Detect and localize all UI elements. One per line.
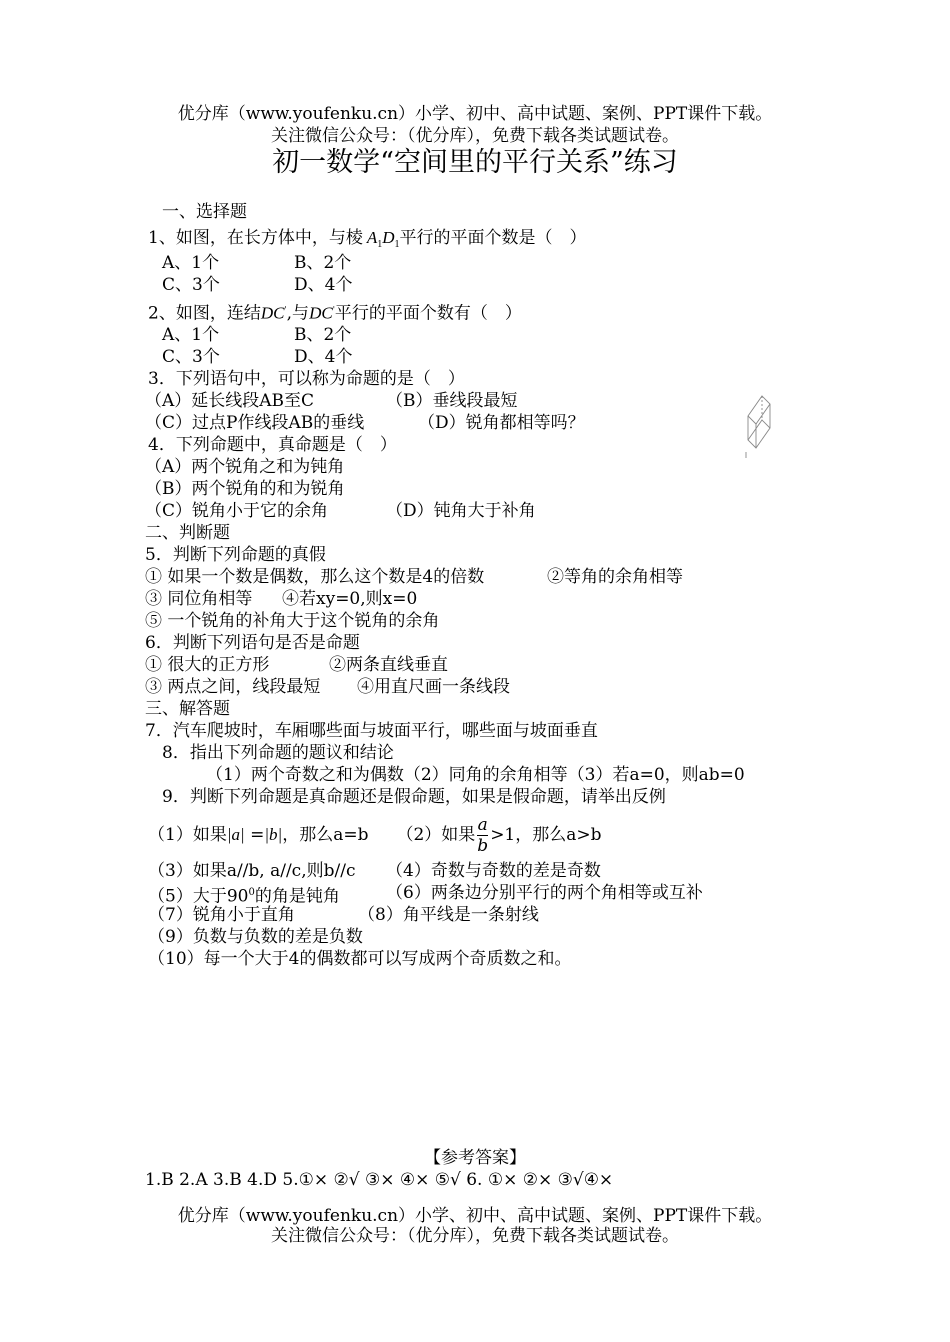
- q9-item-3: （3）如果a//b, a//c,则b//c: [148, 861, 356, 881]
- header-line-1: 优分库（www.youfenku.cn）小学、初中、高中试题、案例、PPT课件下载。: [177, 104, 773, 124]
- q4-option-d: （D）钝角大于补角: [386, 501, 536, 521]
- question-9: 9．判断下列命题是真命题还是假命题，如果是假命题，请举出反例: [162, 787, 666, 807]
- question-7: 7．汽车爬坡时，车厢哪些面与坡面平行，哪些面与坡面垂直: [145, 721, 598, 741]
- section-heading-answer: 三、解答题: [145, 699, 230, 719]
- q6-item-4: ④用直尺画一条线段: [357, 677, 510, 697]
- question-1: 1、如图，在长方体中，与棱 $A_1D_1$平行的平面个数是（ ）: [148, 228, 587, 250]
- q6-item-3: ③ 两点之间，线段最短: [145, 677, 321, 697]
- q2-option-a: A、1个: [162, 325, 220, 345]
- page-title: 初一数学“空间里的平行关系”练习: [272, 147, 678, 178]
- question-5: 5．判断下列命题的真假: [145, 545, 326, 565]
- header-line-2: 关注微信公众号：（优分库），免费下载各类试题试卷。: [271, 126, 679, 146]
- q4-option-c: （C）锐角小于它的余角: [145, 501, 329, 521]
- q8-items: （1）两个奇数之和为偶数（2）同角的余角相等（3）若a=0，则ab=0: [206, 765, 745, 785]
- section-heading-choice: 一、选择题: [162, 202, 247, 222]
- q1-option-a: A、1个: [162, 253, 220, 273]
- question-8: 8．指出下列命题的题议和结论: [162, 743, 394, 763]
- q9-item-6: （6）两条边分别平行的两个角相等或互补: [386, 883, 703, 903]
- q9-item-5: （5）大于$90^0$的角是钝角: [148, 886, 340, 907]
- q4-option-b: （B）两个锐角的和为锐角: [145, 479, 345, 499]
- q9-item-7: （7）锐角小于直角: [148, 905, 295, 925]
- footer-line-1: 优分库（www.youfenku.cn）小学、初中、高中试题、案例、PPT课件下载。: [177, 1206, 773, 1226]
- q5-item-2: ②等角的余角相等: [547, 567, 683, 587]
- q2-option-c: C、3个: [162, 347, 220, 367]
- q5-item-1: ① 如果一个数是偶数，那么这个数是4的倍数: [145, 567, 485, 587]
- section-heading-judge: 二、判断题: [145, 523, 230, 543]
- footer-line-2: 关注微信公众号：（优分库），免费下载各类试题试卷。: [271, 1226, 679, 1246]
- q5-item-4: ④若xy=0,则x=0: [282, 589, 418, 609]
- q5-item-3: ③ 同位角相等: [145, 589, 253, 609]
- q1-option-d: D、4个: [294, 275, 353, 295]
- q3-option-c: （C）过点P作线段AB的垂线: [145, 413, 365, 433]
- q3-option-a: （A）延长线段AB至C: [145, 391, 315, 411]
- q4-option-a: （A）两个锐角之和为钝角: [145, 457, 345, 477]
- q9-item-8: （8）角平线是一条射线: [358, 905, 539, 925]
- answer-text: 1.B 2.A 3.B 4.D 5.①× ②√ ③× ④× ⑤√ 6. ①× ②× ③√④×: [145, 1170, 614, 1190]
- q1-option-c: C、3个: [162, 275, 220, 295]
- question-3: 3．下列语句中，可以称为命题的是（ ）: [148, 369, 465, 389]
- q2-option-b: B、2个: [294, 325, 352, 345]
- question-6: 6．判断下列语句是否是命题: [145, 633, 360, 653]
- q9-item-4: （4）奇数与奇数的差是奇数: [386, 861, 601, 881]
- cuboid-figure: [738, 388, 780, 460]
- q6-item-1: ① 很大的正方形: [145, 655, 270, 675]
- question-4: 4．下列命题中，真命题是（ ）: [148, 435, 397, 455]
- q3-option-d: （D）锐角都相等吗？: [418, 413, 585, 433]
- q3-option-b: （B）垂线段最短: [386, 391, 518, 411]
- answer-heading: 【参考答案】: [424, 1148, 526, 1168]
- q6-item-2: ②两条直线垂直: [329, 655, 448, 675]
- q9-item-1-2: （1）如果|a| =|b|，那么a=b （2）如果 $\frac{a}{b}$ >1，那么a>b: [148, 815, 602, 856]
- q9-item-9: （9）负数与负数的差是负数: [148, 927, 363, 947]
- q2-option-d: D、4个: [294, 347, 353, 367]
- q5-item-5: ⑤ 一个锐角的补角大于这个锐角的余角: [145, 611, 440, 631]
- q1-option-b: B、2个: [294, 253, 352, 273]
- q9-item-10: （10）每一个大于4的偶数都可以写成两个奇质数之和。: [148, 949, 572, 969]
- question-2: 2、如图，连结DC',与DC'平行的平面个数有（ ）: [148, 303, 522, 324]
